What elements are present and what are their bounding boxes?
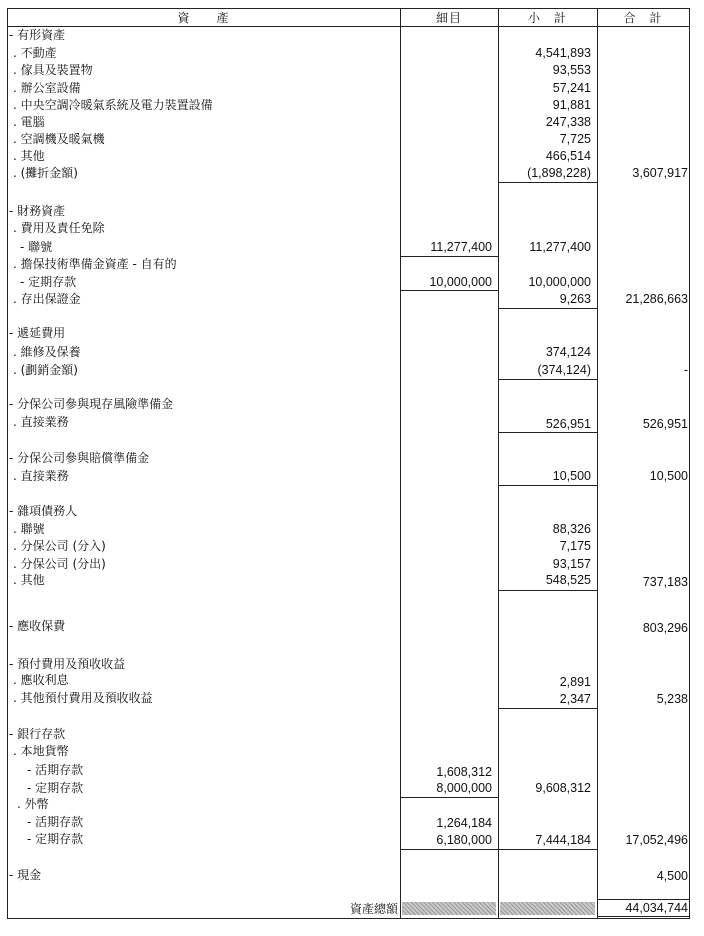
row-detail: 1,264,184	[436, 816, 492, 830]
section-rule	[498, 590, 597, 591]
header-item: 資 產	[177, 11, 230, 25]
row-label: - 活期存款	[27, 763, 84, 777]
row-subtotal: 247,338	[545, 115, 591, 129]
row-label: - 定期存款	[27, 781, 84, 795]
row-subtotal: 88,326	[552, 522, 591, 536]
row-total: 4,500	[656, 869, 688, 883]
section-title: - 預付費用及預收收益	[9, 657, 126, 671]
row-total: 10,500	[649, 469, 688, 483]
row-label: . 傢具及裝置物	[13, 63, 93, 77]
row-subtotal: 11,277,400	[529, 240, 591, 254]
section-title: - 分保公司參與賠償準備金	[9, 451, 150, 465]
col-divider-3	[597, 8, 598, 919]
row-subtotal: 548,525	[545, 573, 591, 587]
row-label: . 擔保技術準備金資產 - 自有的	[13, 257, 177, 271]
header-total: 合 計	[623, 11, 663, 25]
row-total: 5,238	[656, 692, 688, 706]
section-rule	[498, 308, 597, 309]
row-detail: 1,608,312	[436, 765, 492, 779]
row-total: 803,296	[642, 621, 688, 635]
row-subtotal: 2,347	[559, 692, 591, 706]
section-title: - 有形資產	[9, 28, 66, 42]
grand-total-label: 資產總額	[349, 902, 398, 916]
section-rule	[498, 379, 597, 380]
row-label: . 分保公司 (分入)	[13, 539, 106, 553]
row-label: . 其他預付費用及預收收益	[13, 691, 153, 705]
row-total: 17,052,496	[625, 833, 688, 847]
row-total: -	[683, 363, 688, 377]
row-label: - 定期存款	[20, 275, 77, 289]
row-total: 21,286,663	[625, 292, 688, 306]
section-title: - 銀行存款	[9, 727, 66, 741]
row-label: . 費用及責任免除	[13, 221, 105, 235]
row-subtotal: 9,608,312	[535, 781, 591, 795]
header-subtotal: 小 計	[527, 11, 567, 25]
table-bottom-border	[7, 918, 690, 919]
row-detail: 11,277,400	[430, 240, 492, 254]
row-subtotal: 57,241	[552, 81, 591, 95]
row-label: . 維修及保養	[13, 345, 81, 359]
row-subtotal: 526,951	[545, 417, 591, 431]
section-rule	[498, 485, 597, 486]
section-title: - 分保公司參與現存風險準備金	[9, 397, 174, 411]
header-detail: 細目	[435, 11, 462, 25]
row-label: . 聯號	[13, 522, 45, 536]
row-label: . 中央空調冷暖氣系統及電力裝置設備	[13, 98, 213, 112]
section-title: - 財務資產	[9, 204, 66, 218]
total-shading-subtotal	[500, 902, 595, 915]
row-label: - 活期存款	[27, 815, 84, 829]
row-subtotal: 2,891	[559, 675, 591, 689]
row-total: 737,183	[642, 575, 688, 589]
section-title: - 雜項債務人	[9, 504, 78, 518]
section-rule	[400, 849, 597, 850]
row-subtotal: 4,541,893	[535, 46, 591, 60]
row-label: . 分保公司 (分出)	[13, 557, 106, 571]
row-label: . 存出保證金	[13, 292, 81, 306]
row-label: . 直接業務	[13, 469, 69, 483]
detail-rule	[400, 797, 498, 798]
row-total: 526,951	[642, 417, 688, 431]
row-label: . 應收利息	[13, 673, 69, 687]
row-detail: 8,000,000	[436, 781, 492, 795]
section-rule	[498, 182, 597, 183]
section-rule	[498, 708, 597, 709]
row-label: . 電腦	[13, 115, 45, 129]
detail-rule	[400, 290, 498, 291]
row-subtotal: 7,175	[559, 539, 591, 553]
total-shading-detail	[402, 902, 496, 915]
row-subtotal: 466,514	[545, 149, 591, 163]
section-title: - 應收保費	[9, 619, 66, 633]
row-label: . 空調機及暖氣機	[13, 132, 105, 146]
row-label: . 外幣	[17, 797, 49, 811]
row-total: 3,607,917	[632, 166, 688, 180]
row-subtotal: 7,725	[559, 132, 591, 146]
detail-rule	[400, 256, 498, 257]
row-subtotal: 7,444,184	[535, 833, 591, 847]
row-detail: 10,000,000	[429, 275, 492, 289]
row-label: . (劃銷金額)	[13, 363, 78, 377]
left-border	[7, 8, 8, 919]
row-subtotal: 93,157	[552, 557, 591, 571]
row-label: . 本地貨幣	[13, 744, 69, 758]
row-subtotal: 91,881	[552, 98, 591, 112]
row-detail: 6,180,000	[436, 833, 492, 847]
row-label: - 定期存款	[27, 832, 84, 846]
row-subtotal: 10,500	[552, 469, 591, 483]
row-label: . 辦公室設備	[13, 81, 81, 95]
section-title: - 現金	[9, 868, 42, 882]
row-subtotal: 374,124	[545, 345, 591, 359]
row-subtotal: 9,263	[559, 292, 591, 306]
row-label: . 不動產	[13, 46, 57, 60]
section-title: - 遞延費用	[9, 326, 66, 340]
row-subtotal: 10,000,000	[528, 275, 591, 289]
row-label: . 其他	[13, 149, 45, 163]
row-label: - 聯號	[20, 240, 53, 254]
right-border	[689, 8, 690, 919]
row-label: . 直接業務	[13, 415, 69, 429]
total-double-rule-1	[597, 916, 689, 917]
row-subtotal: (1,898,228)	[527, 166, 591, 180]
row-label: . 其他	[13, 573, 45, 587]
row-subtotal: (374,124)	[537, 363, 591, 377]
row-subtotal: 93,553	[552, 63, 591, 77]
section-rule	[498, 432, 597, 433]
grand-total-value: 44,034,744	[625, 901, 688, 915]
row-label: . (攤折金額)	[13, 166, 78, 180]
